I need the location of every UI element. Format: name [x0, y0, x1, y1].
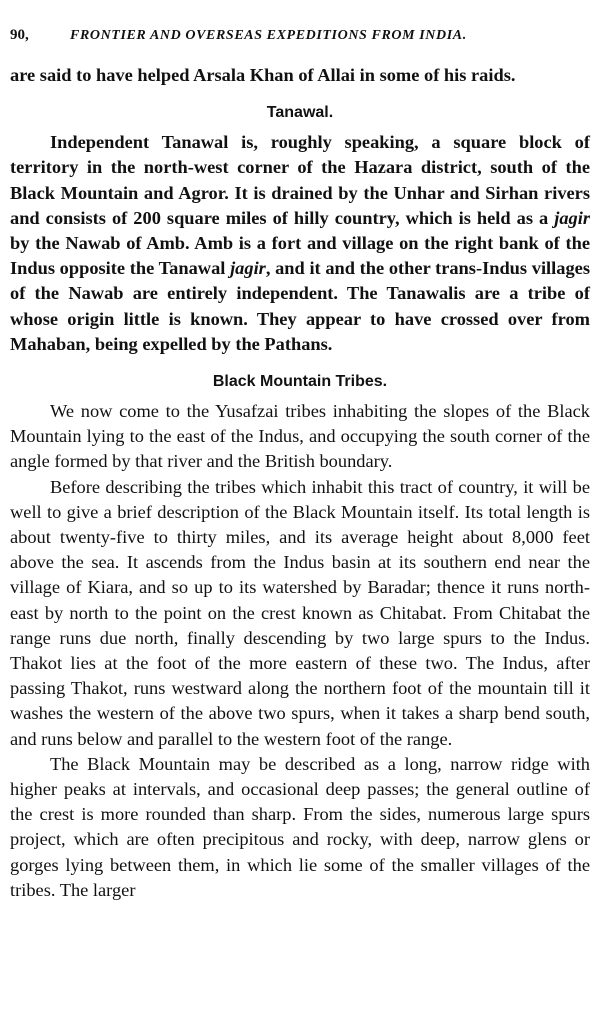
black-mountain-paragraph-3: The Black Mountain may be described as a long, narrow ridge with higher peaks at intervals, and occasional deep passes; the general outline of the crest is more rounded than sharp. From the sides, numerous large spurs project, which are often precipitous and rocky, with deep, narrow glens or gorges lying between them, in which lie some of the smaller villages of the tribes. The larger	[10, 753, 590, 900]
tanawal-text-b: by the Nawab of Amb. Amb is a fort and village on the right bank of the Indus opposite the Tanawal	[10, 233, 590, 279]
jagir-term-2: jagir	[230, 258, 266, 279]
section-heading-tanawal: Tanawal.	[266, 104, 334, 122]
section-heading-black-mountain: Black Mountain Tribes.	[212, 373, 388, 391]
running-head	[10, 26, 590, 45]
tanawal-text-c: , and it and the other trans-Indus villages of the Nawab are entirely independent. The Tanawalis are a tribe of whose origin little is known. They appear to have crossed over from Mahaban, being expelled by the Pathans.	[10, 258, 590, 354]
jagir-term-1: jagir	[554, 207, 590, 228]
page-number: 90,	[10, 27, 29, 43]
black-mountain-paragraph-2: Before describing the tribes which inhabit this tract of country, it will be well to give a brief description of the Black Mountain itself. Its total length is about twenty-five to thirty miles, and its average height about 8,000 feet above the sea. It ascends from the Indus basin at its southern end near the village of Kiara, and so up to its watershed by Baradar; thence it runs north-east by north to the point on the crest known as Chitabat. From Chitabat the range runs due north, finally descending by two large spurs to the Indus. Thakot lies at the foot of the more eastern of these two. The Indus, after passing Thakot, runs westward along the northern foot of the mountain till it washes the western of the above two spurs, when it takes a sharp bend south, and runs below and parallel to the western foot of the range.	[10, 476, 590, 749]
opening-paragraph: are said to have helped Arsala Khan of Allai in some of his raids.	[10, 65, 516, 85]
black-mountain-paragraph-1: We now come to the Yusafzai tribes inhabiting the slopes of the Black Mountain lying to the east of the Indus, and occupying the south corner of the angle formed by that river and the British boundary.	[10, 401, 590, 472]
tanawal-text-a: Independent Tanawal is, roughly speaking, a square block of territory in the north-west corner of the Hazara district, south of the Black Mountain and Agror. It is drained by the Unhar and Sirhan rivers and consists of 200 square miles of hilly country, which is held as a	[10, 132, 590, 228]
tanawal-paragraph	[10, 130, 590, 357]
running-title: FRONTIER AND OVERSEAS EXPEDITIONS FROM INDIA.	[70, 28, 467, 43]
